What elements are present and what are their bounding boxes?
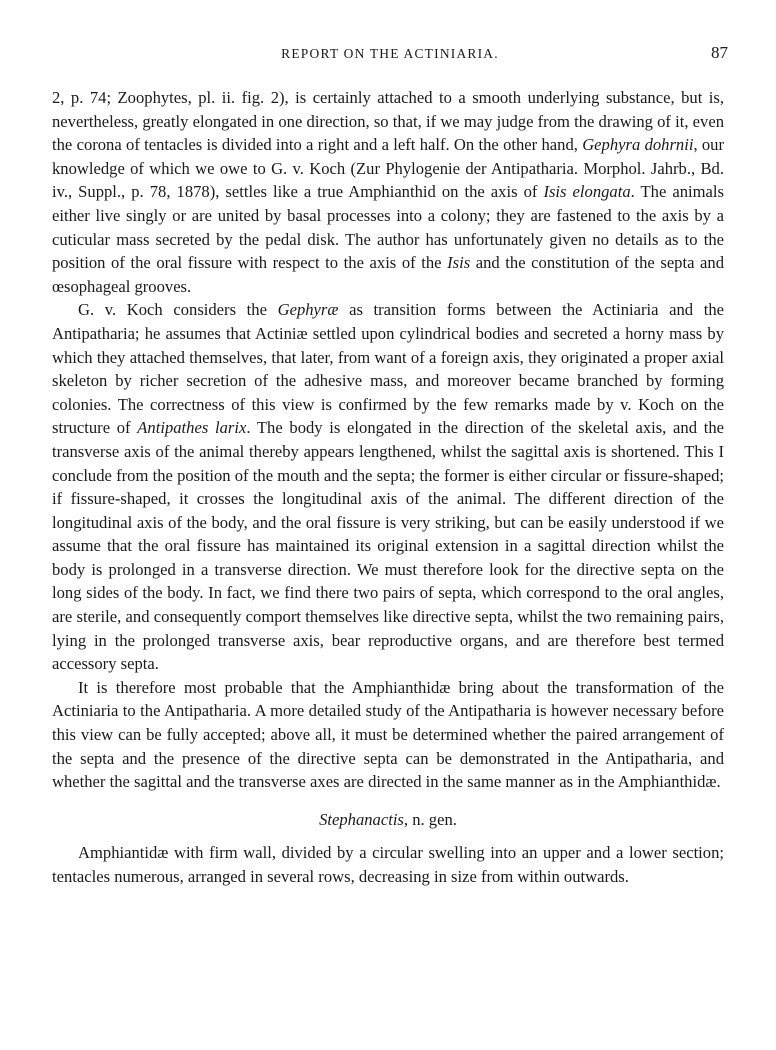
text-run: It is therefore most probable that the Amphianthidæ bring about the transformation of the Actiniaria to the Antipatharia. A more detailed study of the Antipatharia is however necessary before this view can be fully accepted; above all, it must be determined whether the paired arrangement of the septa and the presence of the directive septa can be demonstrated in the Antipatharia, and whether the sagittal and the transverse axes are directed in the same manner as in the Amphianthidæ. [52,677,724,792]
italic-term: Isis [447,253,471,273]
text-run: and the constitution of the septa and œsophageal grooves. [52,253,724,296]
body-text [52,86,724,889]
italic-term: Gephyra dohrnii [582,135,694,155]
paragraphs [52,86,724,794]
running-head [52,43,728,68]
text-run: 2, p. 74; Zoophytes, pl. ii. fig. 2), is certainly attached to a smooth underlying substance, but is, nevertheless, greatly elongated in one direction, so that, if we may judge from the drawing of it, even the corona of tentacles is divided into a right and a left half. On the other hand, [52,88,724,155]
italic-term: Antipathes larix [137,418,247,438]
text-run: . The body is elongated in the direction of the skeletal axis, and the transverse axis of the animal thereby appears lengthened, whilst the sagittal axis is shortened. This I conclude from the position of the mouth and the septa; the former is either circular or fissure-shaped; if fissure-shaped, it crosses the longitudinal axis of the animal. The different direction of the longitudinal axis of the body, and the oral fissure is very striking, but can be easily understood if we assume that the oral fissure has maintained its original extension in a sagittal direction whilst the body is prolonged in a transverse direction. We must therefore look for the directive septa on the long sides of the body. In fact, we find there two pairs of septa, which correspond to the oral angles, are sterile, and consequently comport themselves like directive septa, whilst the two remaining pairs, lying in the prolonged transverse axis, bear reproductive organs, and are therefore best termed accessory septa. [52,418,724,674]
text-run: . The animals either live singly or are united by basal processes into a colony; they are fastened to the axis by a cuticular mass secreted by the pedal disk. The author has unfortunately given no details as to the position of the oral fissure with respect to the axis of the [52,182,724,273]
genus-suffix: , n. gen. [403,809,457,829]
italic-term: Isis elongata [543,182,631,202]
paragraph [52,86,724,298]
paragraph [52,298,724,676]
section-heading [52,808,724,832]
running-title: REPORT ON THE ACTINIARIA. [281,46,499,61]
page-number: 87 [711,43,728,62]
italic-term: Gephyræ [277,300,339,320]
text-run: G. v. Koch considers the [78,300,278,320]
genus-name: Stephanactis [319,809,404,829]
paragraph [52,676,724,794]
text-run: as transition forms between the Actiniaria and the Antipatharia; he assumes that Actiniæ settled upon cylindrical bodies and secreted a horny mass by which they attached themselves, that later, from want of a foreign axis, they originated a proper axial skeleton by richer secretion of the adhesive mass, and moreover became branched by forming colonies. The correctness of this view is confirmed by the few remarks made by v. Koch on the structure of [52,300,724,438]
genus-description: Amphiantidæ with firm wall, divided by a circular swelling into an upper and a lower section; tentacles numerous, arranged in several rows, decreasing in size from within outwards. [52,843,724,886]
text-run: , our knowledge of which we owe to G. v. Koch (Zur Phylogenie der Antipatharia. Morphol. Jahrb., Bd. iv., Suppl., p. 78, 1878), settles like a true Amphianthid on the axis of [52,135,725,202]
